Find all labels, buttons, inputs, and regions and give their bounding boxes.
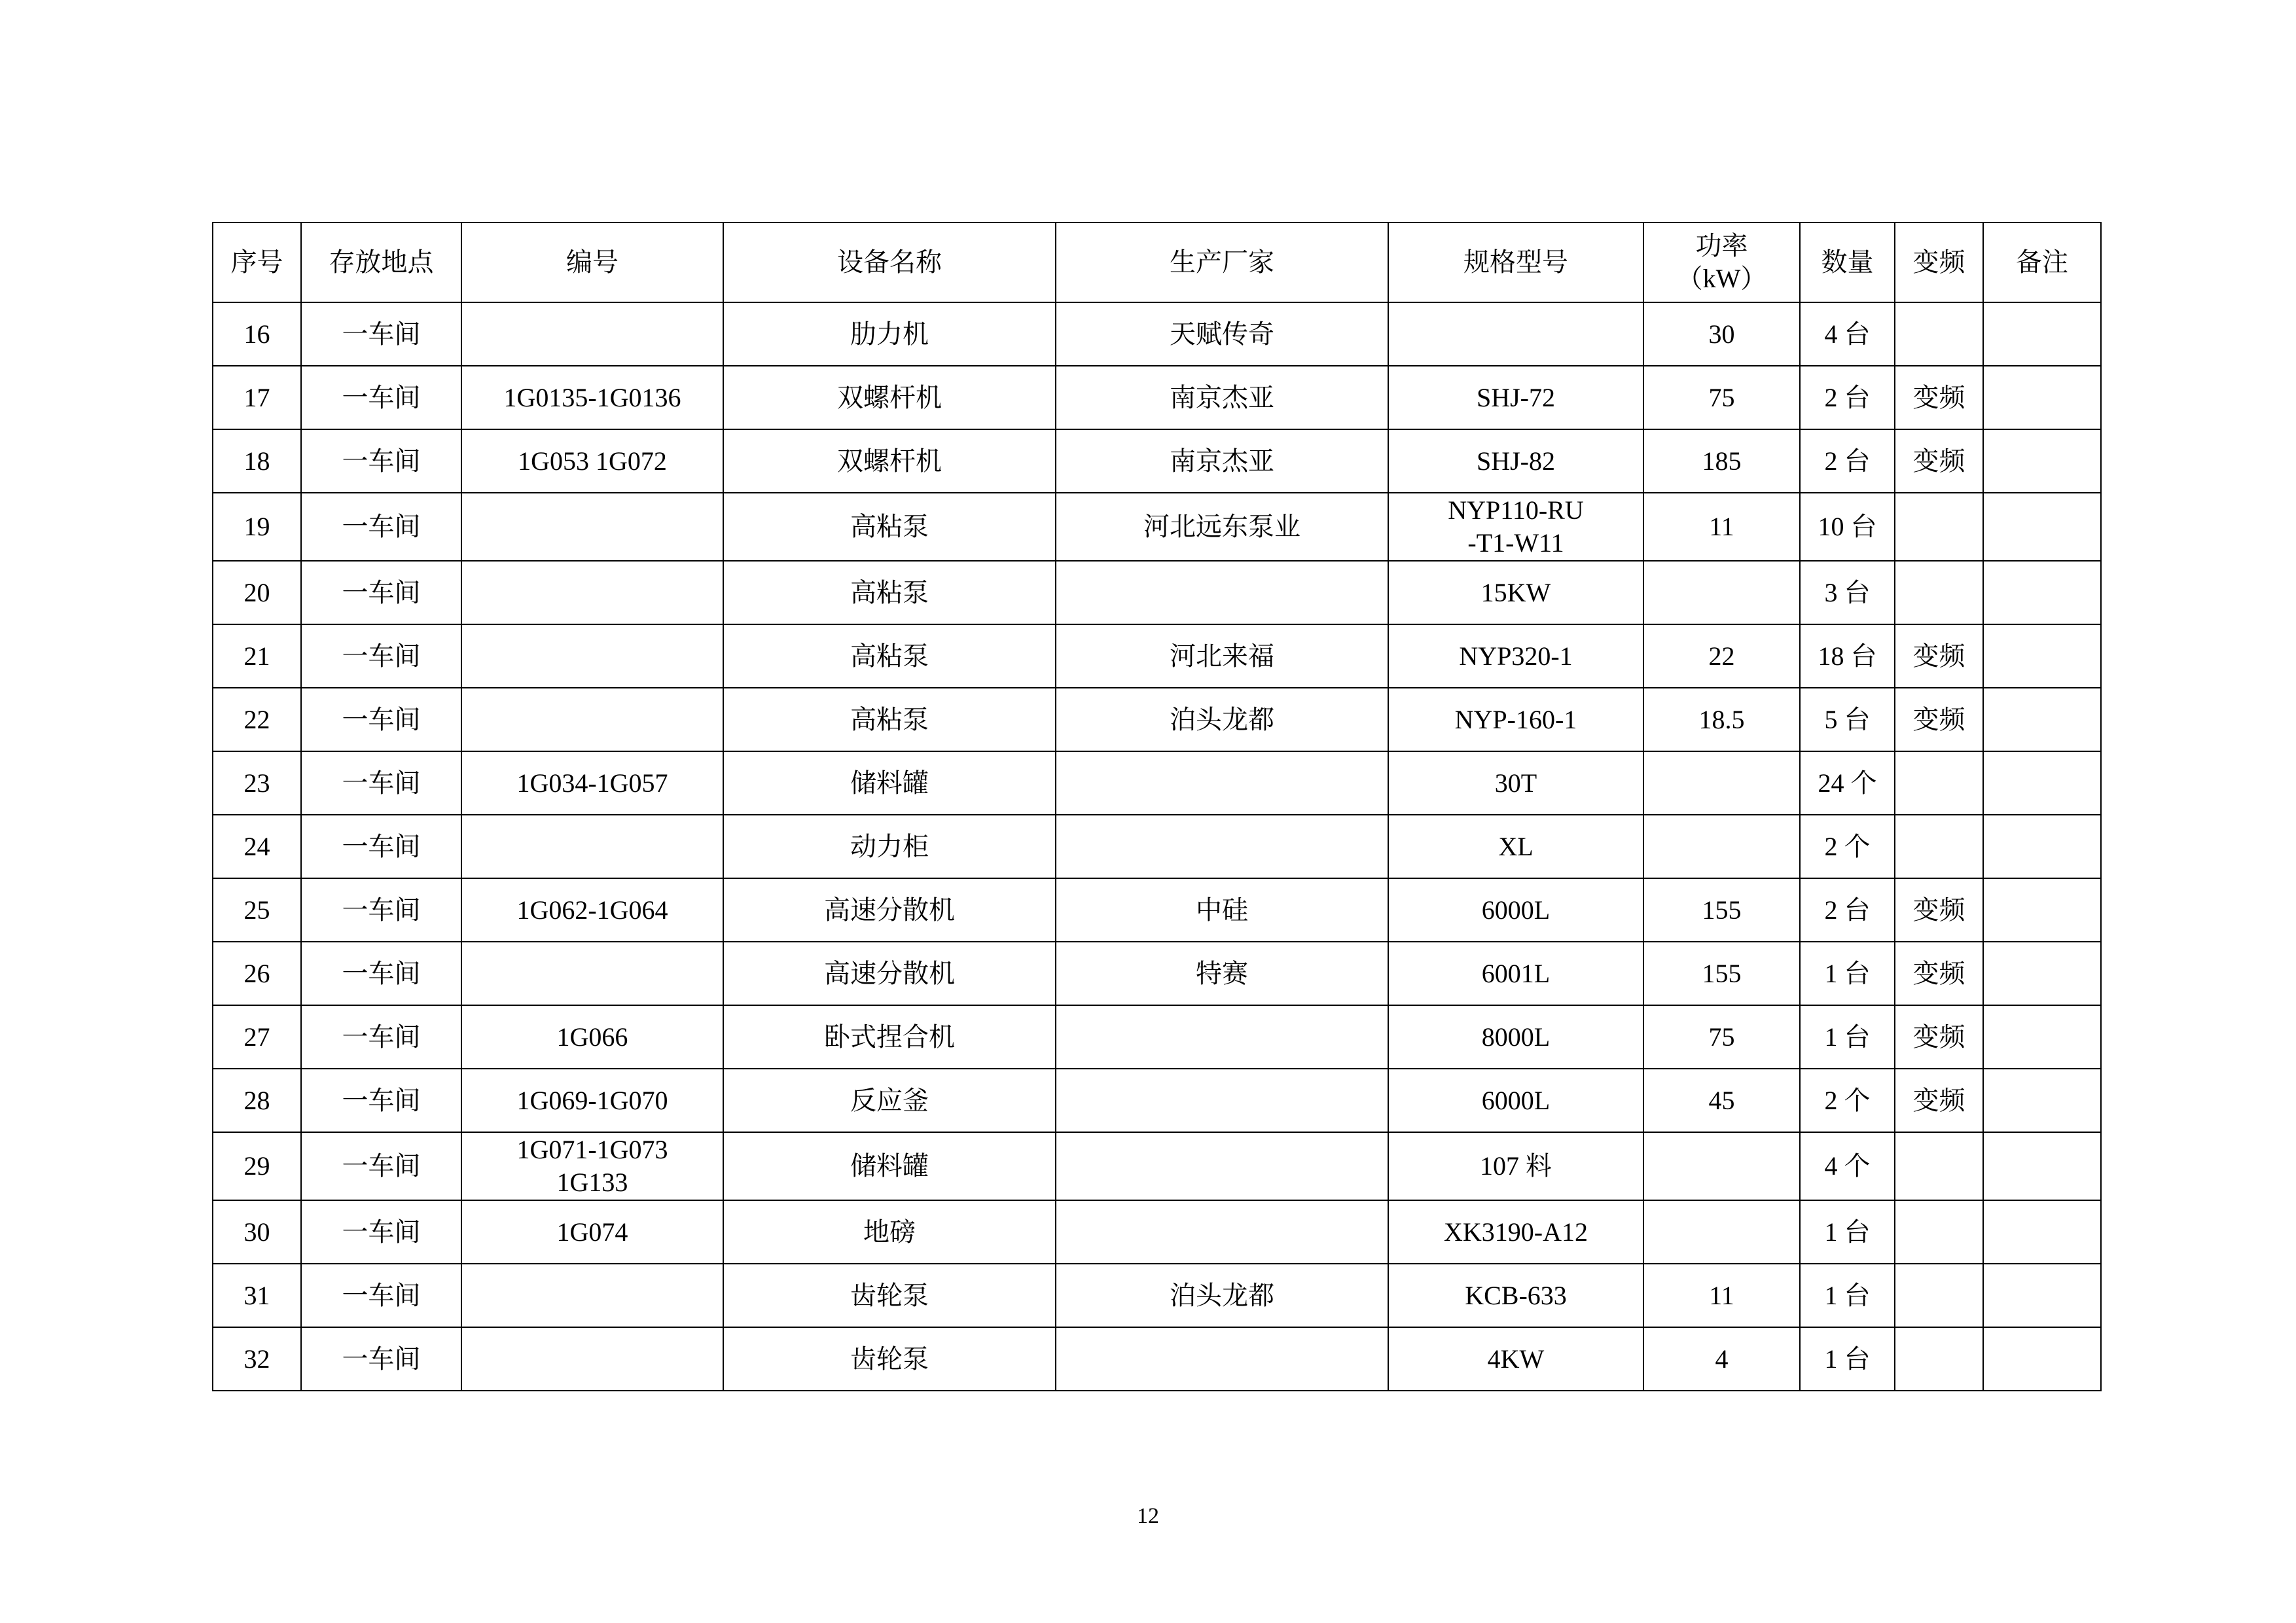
cell-power: 30 — [1643, 302, 1800, 366]
cell-model: SHJ-82 — [1388, 429, 1643, 493]
cell-frequency-conversion — [1895, 1264, 1983, 1327]
table-row — [213, 1200, 2101, 1264]
cell-frequency-conversion: 变频 — [1895, 624, 1983, 688]
cell-frequency-conversion — [1895, 1327, 1983, 1391]
table-row — [213, 878, 2101, 942]
cell-code — [461, 493, 723, 561]
table-row — [213, 1132, 2101, 1200]
cell-manufacturer — [1056, 1069, 1388, 1132]
cell-power: 45 — [1643, 1069, 1800, 1132]
cell-quantity: 2 台 — [1800, 429, 1895, 493]
cell-seq: 23 — [213, 751, 301, 815]
cell-quantity: 1 台 — [1800, 942, 1895, 1005]
cell-location: 一车间 — [301, 429, 461, 493]
cell-frequency-conversion: 变频 — [1895, 942, 1983, 1005]
cell-equipment-name: 高粘泵 — [723, 493, 1056, 561]
cell-seq: 30 — [213, 1200, 301, 1264]
cell-model: 15KW — [1388, 561, 1643, 624]
cell-model: NYP110-RU -T1-W11 — [1388, 493, 1643, 561]
cell-power — [1643, 751, 1800, 815]
cell-location: 一车间 — [301, 366, 461, 429]
cell-model: XL — [1388, 815, 1643, 878]
cell-quantity: 4 个 — [1800, 1132, 1895, 1200]
cell-code: 1G074 — [461, 1200, 723, 1264]
cell-seq: 32 — [213, 1327, 301, 1391]
cell-power: 18.5 — [1643, 688, 1800, 751]
cell-equipment-name: 双螺杆机 — [723, 429, 1056, 493]
cell-location: 一车间 — [301, 1264, 461, 1327]
cell-manufacturer — [1056, 815, 1388, 878]
cell-remarks — [1983, 1005, 2101, 1069]
table-body — [213, 302, 2101, 1391]
cell-frequency-conversion: 变频 — [1895, 1069, 1983, 1132]
cell-code: 1G071-1G073 1G133 — [461, 1132, 723, 1200]
equipment-table — [212, 222, 2102, 1391]
cell-code — [461, 1264, 723, 1327]
cell-remarks — [1983, 1132, 2101, 1200]
cell-seq: 21 — [213, 624, 301, 688]
header-equipment-name: 设备名称 — [723, 223, 1056, 302]
cell-remarks — [1983, 624, 2101, 688]
cell-frequency-conversion — [1895, 751, 1983, 815]
cell-manufacturer — [1056, 1200, 1388, 1264]
cell-location: 一车间 — [301, 1200, 461, 1264]
cell-equipment-name: 高粘泵 — [723, 688, 1056, 751]
table-row — [213, 429, 2101, 493]
table-row — [213, 493, 2101, 561]
table-row — [213, 561, 2101, 624]
cell-equipment-name: 储料罐 — [723, 1132, 1056, 1200]
header-power: 功率 （kW） — [1643, 223, 1800, 302]
cell-location: 一车间 — [301, 561, 461, 624]
cell-location: 一车间 — [301, 302, 461, 366]
cell-location: 一车间 — [301, 1005, 461, 1069]
table-row — [213, 1264, 2101, 1327]
cell-equipment-name: 高速分散机 — [723, 878, 1056, 942]
cell-seq: 27 — [213, 1005, 301, 1069]
cell-location: 一车间 — [301, 624, 461, 688]
cell-power: 11 — [1643, 1264, 1800, 1327]
cell-frequency-conversion: 变频 — [1895, 878, 1983, 942]
cell-model: 6000L — [1388, 878, 1643, 942]
cell-remarks — [1983, 302, 2101, 366]
cell-power — [1643, 1132, 1800, 1200]
cell-code: 1G053 1G072 — [461, 429, 723, 493]
cell-manufacturer: 河北远东泵业 — [1056, 493, 1388, 561]
cell-model — [1388, 302, 1643, 366]
cell-location: 一车间 — [301, 751, 461, 815]
cell-quantity: 1 台 — [1800, 1200, 1895, 1264]
page-number: 12 — [1137, 1504, 1159, 1528]
cell-model: 6001L — [1388, 942, 1643, 1005]
cell-remarks — [1983, 1327, 2101, 1391]
cell-seq: 26 — [213, 942, 301, 1005]
cell-power: 22 — [1643, 624, 1800, 688]
cell-seq: 24 — [213, 815, 301, 878]
cell-remarks — [1983, 561, 2101, 624]
cell-frequency-conversion: 变频 — [1895, 1005, 1983, 1069]
cell-power — [1643, 1200, 1800, 1264]
cell-equipment-name: 高粘泵 — [723, 624, 1056, 688]
cell-model: XK3190-A12 — [1388, 1200, 1643, 1264]
cell-power — [1643, 561, 1800, 624]
cell-location: 一车间 — [301, 1069, 461, 1132]
cell-remarks — [1983, 366, 2101, 429]
cell-power: 11 — [1643, 493, 1800, 561]
cell-power: 75 — [1643, 366, 1800, 429]
table-row — [213, 624, 2101, 688]
cell-manufacturer — [1056, 1132, 1388, 1200]
cell-equipment-name: 高速分散机 — [723, 942, 1056, 1005]
cell-remarks — [1983, 493, 2101, 561]
cell-equipment-name: 卧式捏合机 — [723, 1005, 1056, 1069]
cell-code — [461, 688, 723, 751]
cell-quantity: 5 台 — [1800, 688, 1895, 751]
cell-location: 一车间 — [301, 493, 461, 561]
table-row — [213, 1069, 2101, 1132]
cell-quantity: 4 台 — [1800, 302, 1895, 366]
cell-seq: 19 — [213, 493, 301, 561]
cell-code: 1G034-1G057 — [461, 751, 723, 815]
cell-frequency-conversion — [1895, 1200, 1983, 1264]
cell-manufacturer: 特赛 — [1056, 942, 1388, 1005]
table-row — [213, 1005, 2101, 1069]
cell-code: 1G0135-1G0136 — [461, 366, 723, 429]
cell-location: 一车间 — [301, 688, 461, 751]
cell-code: 1G066 — [461, 1005, 723, 1069]
table-row — [213, 688, 2101, 751]
cell-manufacturer — [1056, 1005, 1388, 1069]
cell-remarks — [1983, 815, 2101, 878]
cell-quantity: 2 个 — [1800, 1069, 1895, 1132]
cell-seq: 18 — [213, 429, 301, 493]
cell-manufacturer — [1056, 1327, 1388, 1391]
cell-remarks — [1983, 751, 2101, 815]
cell-power: 185 — [1643, 429, 1800, 493]
cell-code — [461, 815, 723, 878]
cell-code: 1G062-1G064 — [461, 878, 723, 942]
cell-model: 107 料 — [1388, 1132, 1643, 1200]
cell-equipment-name: 双螺杆机 — [723, 366, 1056, 429]
cell-seq: 25 — [213, 878, 301, 942]
header-seq: 序号 — [213, 223, 301, 302]
cell-seq: 17 — [213, 366, 301, 429]
cell-power: 155 — [1643, 878, 1800, 942]
cell-manufacturer: 天赋传奇 — [1056, 302, 1388, 366]
cell-model: KCB-633 — [1388, 1264, 1643, 1327]
cell-seq: 16 — [213, 302, 301, 366]
cell-remarks — [1983, 1069, 2101, 1132]
cell-model: SHJ-72 — [1388, 366, 1643, 429]
cell-frequency-conversion — [1895, 815, 1983, 878]
cell-quantity: 10 台 — [1800, 493, 1895, 561]
cell-model: NYP-160-1 — [1388, 688, 1643, 751]
cell-seq: 22 — [213, 688, 301, 751]
cell-location: 一车间 — [301, 942, 461, 1005]
cell-model: NYP320-1 — [1388, 624, 1643, 688]
cell-remarks — [1983, 688, 2101, 751]
cell-power: 75 — [1643, 1005, 1800, 1069]
cell-remarks — [1983, 942, 2101, 1005]
cell-equipment-name: 齿轮泵 — [723, 1327, 1056, 1391]
table-row — [213, 815, 2101, 878]
cell-frequency-conversion: 变频 — [1895, 688, 1983, 751]
cell-quantity: 1 台 — [1800, 1005, 1895, 1069]
cell-location: 一车间 — [301, 878, 461, 942]
cell-seq: 28 — [213, 1069, 301, 1132]
cell-quantity: 1 台 — [1800, 1264, 1895, 1327]
cell-seq: 29 — [213, 1132, 301, 1200]
cell-code: 1G069-1G070 — [461, 1069, 723, 1132]
cell-equipment-name: 地磅 — [723, 1200, 1056, 1264]
cell-power: 4 — [1643, 1327, 1800, 1391]
header-remarks: 备注 — [1983, 223, 2101, 302]
cell-quantity: 24 个 — [1800, 751, 1895, 815]
cell-equipment-name: 高粘泵 — [723, 561, 1056, 624]
cell-manufacturer: 河北来福 — [1056, 624, 1388, 688]
table-row — [213, 942, 2101, 1005]
cell-frequency-conversion: 变频 — [1895, 429, 1983, 493]
header-model: 规格型号 — [1388, 223, 1643, 302]
cell-manufacturer: 南京杰亚 — [1056, 366, 1388, 429]
cell-quantity: 2 台 — [1800, 366, 1895, 429]
cell-equipment-name: 动力柜 — [723, 815, 1056, 878]
cell-power: 155 — [1643, 942, 1800, 1005]
cell-code — [461, 624, 723, 688]
cell-manufacturer: 泊头龙都 — [1056, 688, 1388, 751]
cell-power — [1643, 815, 1800, 878]
header-row — [213, 223, 2101, 302]
cell-model: 6000L — [1388, 1069, 1643, 1132]
cell-code — [461, 1327, 723, 1391]
cell-code — [461, 302, 723, 366]
cell-manufacturer — [1056, 751, 1388, 815]
cell-remarks — [1983, 429, 2101, 493]
cell-equipment-name: 储料罐 — [723, 751, 1056, 815]
cell-location: 一车间 — [301, 815, 461, 878]
cell-model: 8000L — [1388, 1005, 1643, 1069]
cell-remarks — [1983, 1264, 2101, 1327]
cell-manufacturer: 泊头龙都 — [1056, 1264, 1388, 1327]
table-row — [213, 366, 2101, 429]
cell-manufacturer: 中硅 — [1056, 878, 1388, 942]
cell-model: 30T — [1388, 751, 1643, 815]
header-quantity: 数量 — [1800, 223, 1895, 302]
cell-remarks — [1983, 1200, 2101, 1264]
cell-frequency-conversion — [1895, 1132, 1983, 1200]
cell-location: 一车间 — [301, 1132, 461, 1200]
cell-seq: 20 — [213, 561, 301, 624]
cell-model: 4KW — [1388, 1327, 1643, 1391]
cell-frequency-conversion — [1895, 561, 1983, 624]
cell-quantity: 2 台 — [1800, 878, 1895, 942]
cell-manufacturer: 南京杰亚 — [1056, 429, 1388, 493]
header-location: 存放地点 — [301, 223, 461, 302]
cell-remarks — [1983, 878, 2101, 942]
cell-frequency-conversion — [1895, 302, 1983, 366]
table-row — [213, 751, 2101, 815]
table-row — [213, 1327, 2101, 1391]
header-code: 编号 — [461, 223, 723, 302]
table-row — [213, 302, 2101, 366]
cell-code — [461, 561, 723, 624]
header-manufacturer: 生产厂家 — [1056, 223, 1388, 302]
cell-quantity: 18 台 — [1800, 624, 1895, 688]
cell-equipment-name: 齿轮泵 — [723, 1264, 1056, 1327]
cell-equipment-name: 反应釜 — [723, 1069, 1056, 1132]
cell-quantity: 2 个 — [1800, 815, 1895, 878]
cell-location: 一车间 — [301, 1327, 461, 1391]
cell-quantity: 1 台 — [1800, 1327, 1895, 1391]
cell-seq: 31 — [213, 1264, 301, 1327]
cell-frequency-conversion — [1895, 493, 1983, 561]
cell-manufacturer — [1056, 561, 1388, 624]
header-frequency-conversion: 变频 — [1895, 223, 1983, 302]
cell-equipment-name: 肋力机 — [723, 302, 1056, 366]
cell-quantity: 3 台 — [1800, 561, 1895, 624]
cell-code — [461, 942, 723, 1005]
cell-frequency-conversion: 变频 — [1895, 366, 1983, 429]
